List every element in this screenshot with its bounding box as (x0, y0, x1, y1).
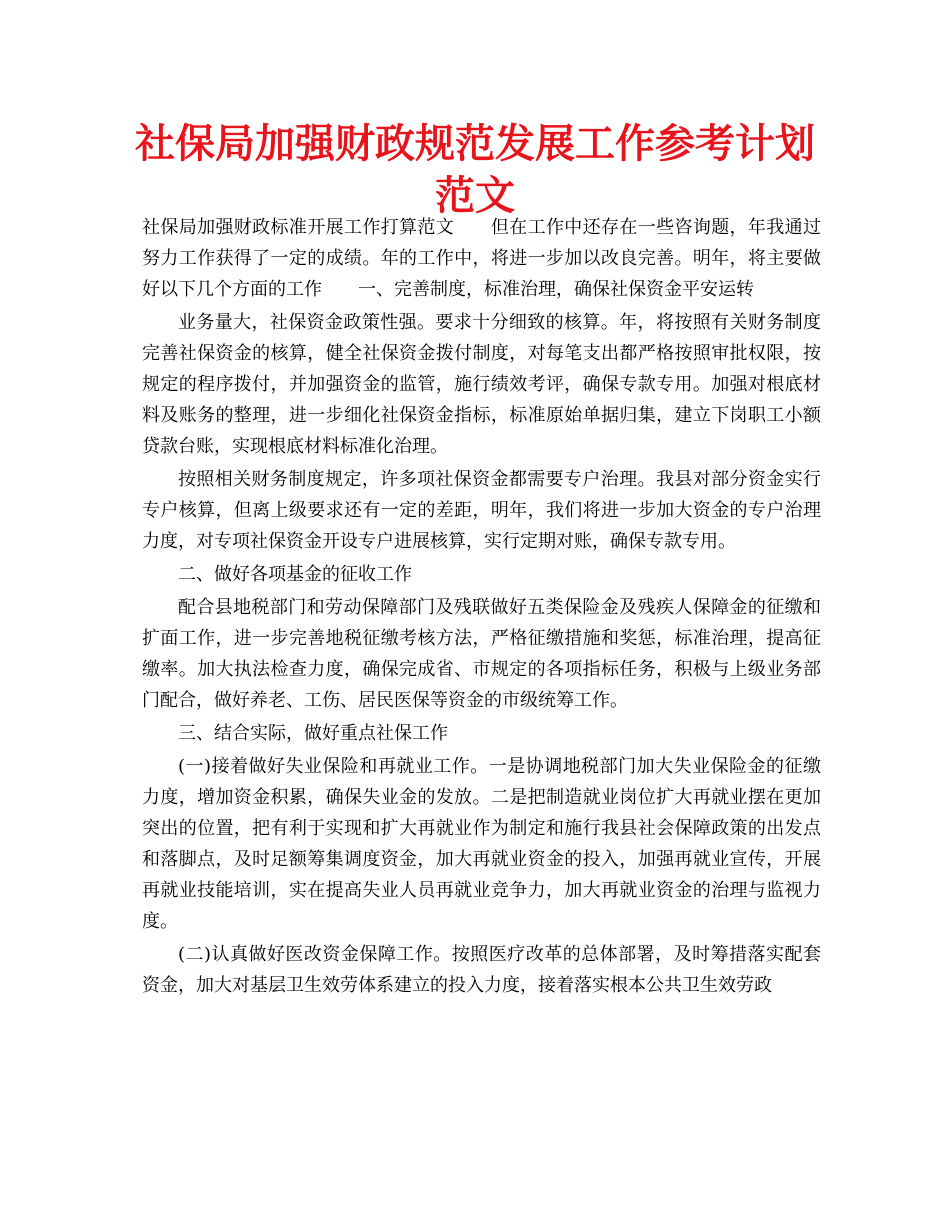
body-paragraph: (二)认真做好医改资金保障工作。按照医疗改革的总体部署，及时筹措落实配套资金，加大对基层卫生效劳体系建立的投入力度，接着落实根本公共卫生效劳政 (142, 944, 821, 996)
section-heading: 三、结合实际，做好重点社保工作 (178, 723, 448, 744)
body-paragraph: 按照相关财务制度规定，许多项社保资金都需要专户治理。我县对部分资金实行专户核算，但离上级要求还有一定的差距，明年，我们将进一步加大资金的专户治理力度，对专项社保资金开设专户进展核算，实行定期对账，确保专款专用。 (142, 469, 821, 552)
document-body (142, 212, 821, 1001)
intro-paragraph: 社保局加强财政标准开展工作打算范文 但在工作中还存在一些咨询题，年我通过努力工作获得了一定的成绩。年的工作中，将进一步加以改良完善。明年，将主要做好以下几个方面的工作 一、完善制度，标准治理，确保社保资金平安运转 (142, 217, 821, 300)
body-paragraph: 配合县地税部门和劳动保障部门及残联做好五类保险金及残疾人保障金的征缴和扩面工作，进一步完善地税征缴考核方法，严格征缴措施和奖惩，标准治理，提高征缴率。加大执法检查力度，确保完成省、市规定的各项指标任务，积极与上级业务部门配合，做好养老、工伤、居民医保等资金的市级统筹工作。 (142, 597, 821, 711)
body-paragraph: 业务量大，社保资金政策性强。要求十分细致的核算。年，将按照有关财务制度完善社保资金的核算，健全社保资金拨付制度，对每笔支出都严格按照审批权限，按规定的程序拨付，并加强资金的监管，施行绩效考评，确保专款专用。加强对根底材料及账务的整理，进一步细化社保资金指标，标准原始单据归集，建立下岗职工小额贷款台账，实现根底材料标准化治理。 (142, 312, 821, 457)
section-heading: 二、做好各项基金的征收工作 (178, 564, 412, 585)
document-title: 社保局加强财政规范发展工作参考计划范文 (135, 121, 815, 219)
body-paragraph: (一)接着做好失业保险和再就业工作。一是协调地税部门加大失业保险金的征缴力度，增加资金积累，确保失业金的发放。二是把制造就业岗位扩大再就业摆在更加突出的位置，把有利于实现和扩大再就业作为制定和施行我县社会保障政策的出发点和落脚点，及时足额筹集调度资金，加大再就业资金的投入，加强再就业宣传，开展再就业技能培训，实在提高失业人员再就业竞争力，加大再就业资金的治理与监视力度。 (142, 756, 821, 932)
